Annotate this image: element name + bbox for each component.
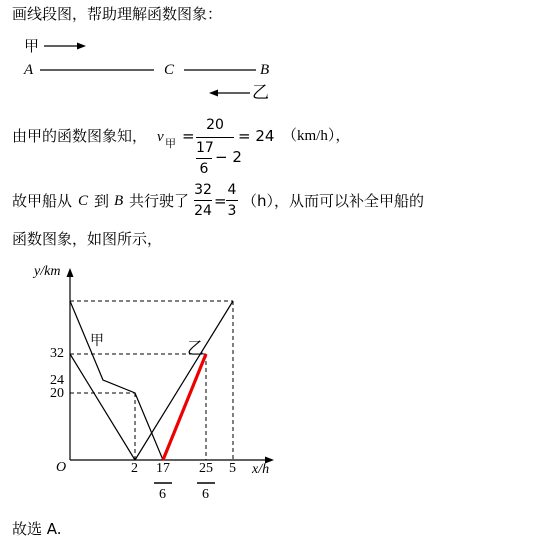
time-fraction-2-num: 4 bbox=[227, 182, 237, 198]
y-tick-24: 24 bbox=[50, 373, 64, 388]
speed-fraction-bar bbox=[196, 137, 234, 138]
time-fraction-2-den: 3 bbox=[227, 203, 237, 219]
x-axis-label: x/h bbox=[252, 462, 270, 477]
point-c-label: C bbox=[164, 62, 175, 78]
time-fraction-1-bar bbox=[194, 200, 212, 201]
time-middle: 共行驶了 bbox=[129, 192, 190, 210]
jia-completed-segment bbox=[163, 354, 206, 460]
conclusion: 故选 A. bbox=[12, 520, 62, 538]
yi-graph-up bbox=[135, 301, 233, 460]
time-suffix: （h），从而可以补全甲船的 bbox=[242, 192, 425, 210]
intro-line: 画线段图，帮助理解函数图象： bbox=[12, 5, 223, 23]
point-c-ref: C bbox=[78, 193, 89, 209]
dashed-guides bbox=[70, 301, 233, 460]
x-tick-2: 2 bbox=[131, 461, 138, 476]
jia-label: 甲 bbox=[24, 37, 40, 55]
point-a-label: A bbox=[24, 62, 34, 78]
y-tick-32: 32 bbox=[50, 346, 64, 361]
yi-label: 乙 bbox=[252, 83, 269, 103]
yi-graph-down bbox=[70, 354, 135, 460]
y-tick-20: 20 bbox=[50, 386, 64, 401]
function-graph bbox=[0, 258, 300, 508]
speed-unit: （km/h）， bbox=[282, 128, 351, 144]
time-fraction-2 bbox=[226, 182, 238, 219]
to-word: 到 bbox=[94, 192, 110, 210]
speed-fraction bbox=[196, 117, 234, 133]
point-b-label: B bbox=[260, 62, 270, 78]
inner-fraction bbox=[196, 140, 212, 177]
x-tick-25-numerator: 25 bbox=[199, 461, 213, 476]
origin-label: O bbox=[56, 460, 67, 475]
y-axis-label: y/km bbox=[34, 264, 61, 279]
minus-two: − 2 bbox=[215, 148, 242, 166]
velocity-symbol: v bbox=[157, 129, 164, 145]
x-tick-5: 5 bbox=[229, 461, 236, 476]
inner-denominator: 6 bbox=[199, 161, 209, 177]
velocity-subscript: 甲 bbox=[165, 137, 176, 150]
time-prefix: 故甲船从 bbox=[12, 192, 73, 210]
speed-numerator: 20 bbox=[206, 117, 224, 133]
inner-fraction-bar bbox=[196, 158, 212, 159]
time-fraction-1 bbox=[194, 182, 212, 219]
time-equals: = bbox=[214, 192, 227, 210]
speed-result: = 24 bbox=[238, 127, 275, 145]
speed-equation bbox=[0, 115, 556, 185]
speed-prefix: 由甲的函数图象知， bbox=[12, 127, 148, 145]
jia-graph-label: 甲 bbox=[90, 333, 104, 349]
x-tick-17-numerator: 17 bbox=[156, 461, 170, 476]
inner-numerator: 17 bbox=[196, 140, 214, 156]
line-3: 函数图象，如图所示， bbox=[12, 230, 163, 248]
yi-arrow-head bbox=[209, 90, 218, 97]
jia-arrow-head bbox=[77, 43, 86, 50]
x-tick-17-denominator: 6 bbox=[159, 487, 166, 502]
point-b-ref: B bbox=[114, 193, 124, 209]
segment-diagram bbox=[0, 30, 300, 110]
equals-1: = bbox=[182, 127, 195, 145]
y-axis-arrow bbox=[67, 268, 74, 277]
time-fraction-1-den: 24 bbox=[194, 203, 212, 219]
x-tick-25-denominator: 6 bbox=[202, 487, 209, 502]
time-fraction-1-num: 32 bbox=[194, 182, 212, 198]
time-equation bbox=[0, 180, 556, 222]
yi-graph-label: 乙 bbox=[187, 339, 204, 359]
time-fraction-2-bar bbox=[226, 200, 238, 201]
